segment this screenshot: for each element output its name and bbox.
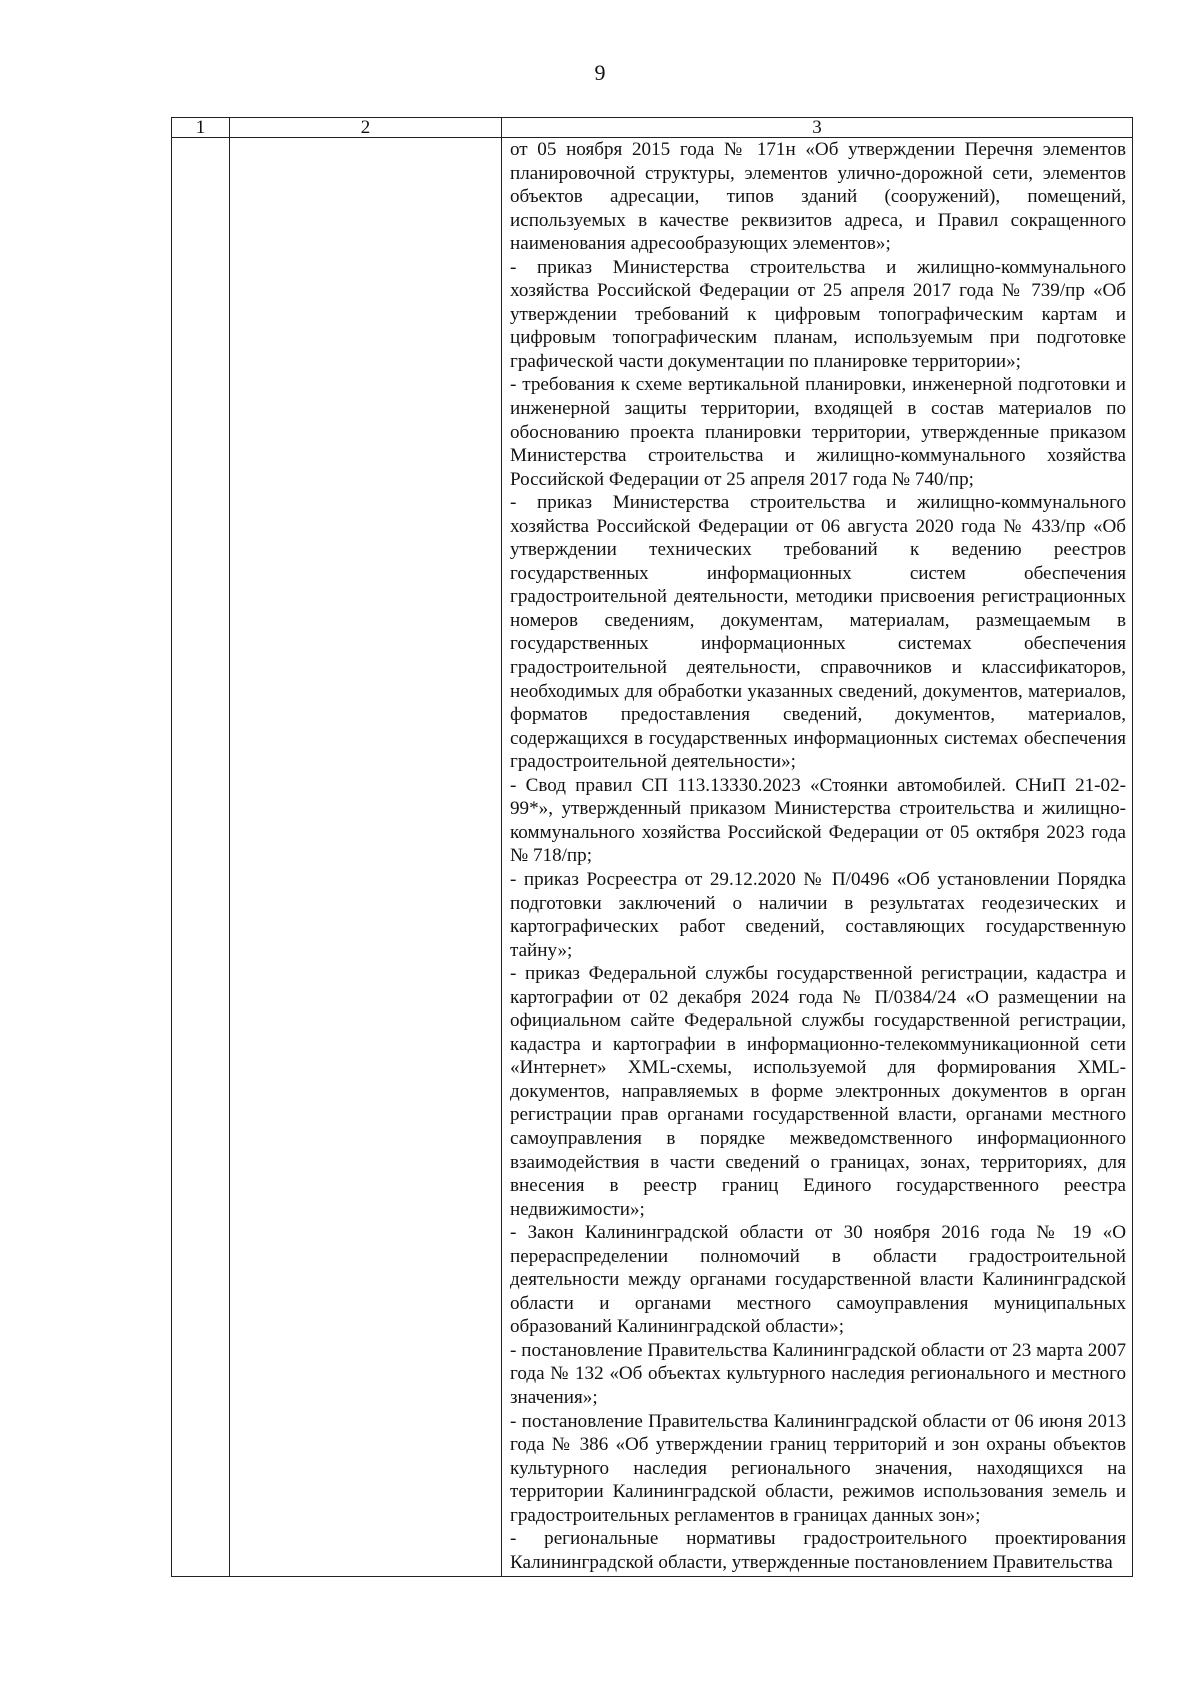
regulation-entry: - требования к схеме вертикальной планировки, инженерной подготовки и инженерной защиты территории, входящей в состав материалов по обоснованию проекта планировки территории, утвержденные приказом Министерства строительства и жилищно-коммунального хозяйства Российской Федерации от 25 апреля 2017 года № 740/пр; xyxy=(510,374,1126,490)
column-3-cell xyxy=(502,138,1133,1577)
regulation-entry: от 05 ноября 2015 года № 171н «Об утверждении Перечня элементов планировочной структуры, элементов улично-дорожной сети, элементов объектов адресации, типов зданий (сооружений), помещений, используемых в качестве реквизитов адреса, и Правил сокращенного наименования адресообразующих элементов»; xyxy=(510,139,1126,255)
regulation-entry: - приказ Росреестра от 29.12.2020 № П/0496 «Об установлении Порядка подготовки заключений о наличии в результатах геодезических и картографических работ сведений, составляющих государственную тайну»; xyxy=(510,868,1126,961)
column-header-2: 2 xyxy=(230,118,502,138)
column-header-3: 3 xyxy=(502,118,1133,138)
column-1-cell xyxy=(172,138,230,1577)
page-number: 9 xyxy=(594,60,606,85)
regulation-entry: - приказ Министерства строительства и жилищно-коммунального хозяйства Российской Федерации от 25 апреля 2017 года № 739/пр «Об утверждении требований к цифровым топографическим картам и цифровым топографическим планам, используемым при подготовке графической части документации по планировке территории»; xyxy=(510,256,1126,372)
document-table xyxy=(171,117,1133,1577)
regulation-entry: - постановление Правительства Калининградской области от 06 июня 2013 года № 386 «Об утверждении границ территорий и зон охраны объектов культурного наследия регионального значения, находящихся на территории Калининградской области, режимов использования земель и градостроительных регламентов в границах данных зон»; xyxy=(510,1410,1126,1526)
column-2-cell xyxy=(230,138,502,1577)
regulation-entry: - региональные нормативы градостроительного проектирования Калининградской области, утвержденные постановлением Правительства xyxy=(510,1528,1126,1573)
regulation-entry: - постановление Правительства Калининградской области от 23 марта 2007 года № 132 «Об объектах культурного наследия регионального и местного значения»; xyxy=(510,1339,1126,1408)
table-row xyxy=(172,138,1133,1577)
regulation-entry: - приказ Министерства строительства и жилищно-коммунального хозяйства Российской Федерации от 06 августа 2020 года № 433/пр «Об утверждении технических требований к ведению реестров государственных информационных систем обеспечения градостроительной деятельности, методики присвоения регистрационных номеров сведениям, документам, материалам, размещаемым в государственных информационных системах обеспечения градостроительной деятельности, справочников и классификаторов, необходимых для обработки указанных сведений, документов, материалов, форматов предоставления сведений, документов, материалов, содержащихся в государственных информационных системах обеспечения градостроительной деятельности»; xyxy=(510,492,1126,773)
regulation-entry: - приказ Федеральной службы государственной регистрации, кадастра и картографии от 02 декабря 2024 года № П/0384/24 «О размещении на официальном сайте Федеральной службы государственной регистрации, кадастра и картографии в информационно-телекоммуникационной сети «Интернет» XML-схемы, используемой для формирования XML-документов, направляемых в форме электронных документов в орган регистрации прав органами государственной власти, органами местного самоуправления в порядке межведомственного информационного взаимодействия в части сведений о границах, зонах, территориях, для внесения в реестр границ Единого государственного реестра недвижимости»; xyxy=(510,963,1126,1220)
regulation-entry: - Свод правил СП 113.13330.2023 «Стоянки автомобилей. СНиП 21-02-99*», утвержденный приказом Министерства строительства и жилищно-коммунального хозяйства Российской Федерации от 05 октября 2023 года № 718/пр; xyxy=(510,774,1126,867)
regulation-entry: - Закон Калининградской области от 30 ноября 2016 года № 19 «О перераспределении полномочий в области градостроительной деятельности между органами государственной власти Калининградской области и органами местного самоуправления муниципальных образований Калининградской области»; xyxy=(510,1222,1126,1338)
column-header-1: 1 xyxy=(172,118,230,138)
regulations-list xyxy=(502,138,1132,1574)
table-header-row xyxy=(172,118,1133,138)
